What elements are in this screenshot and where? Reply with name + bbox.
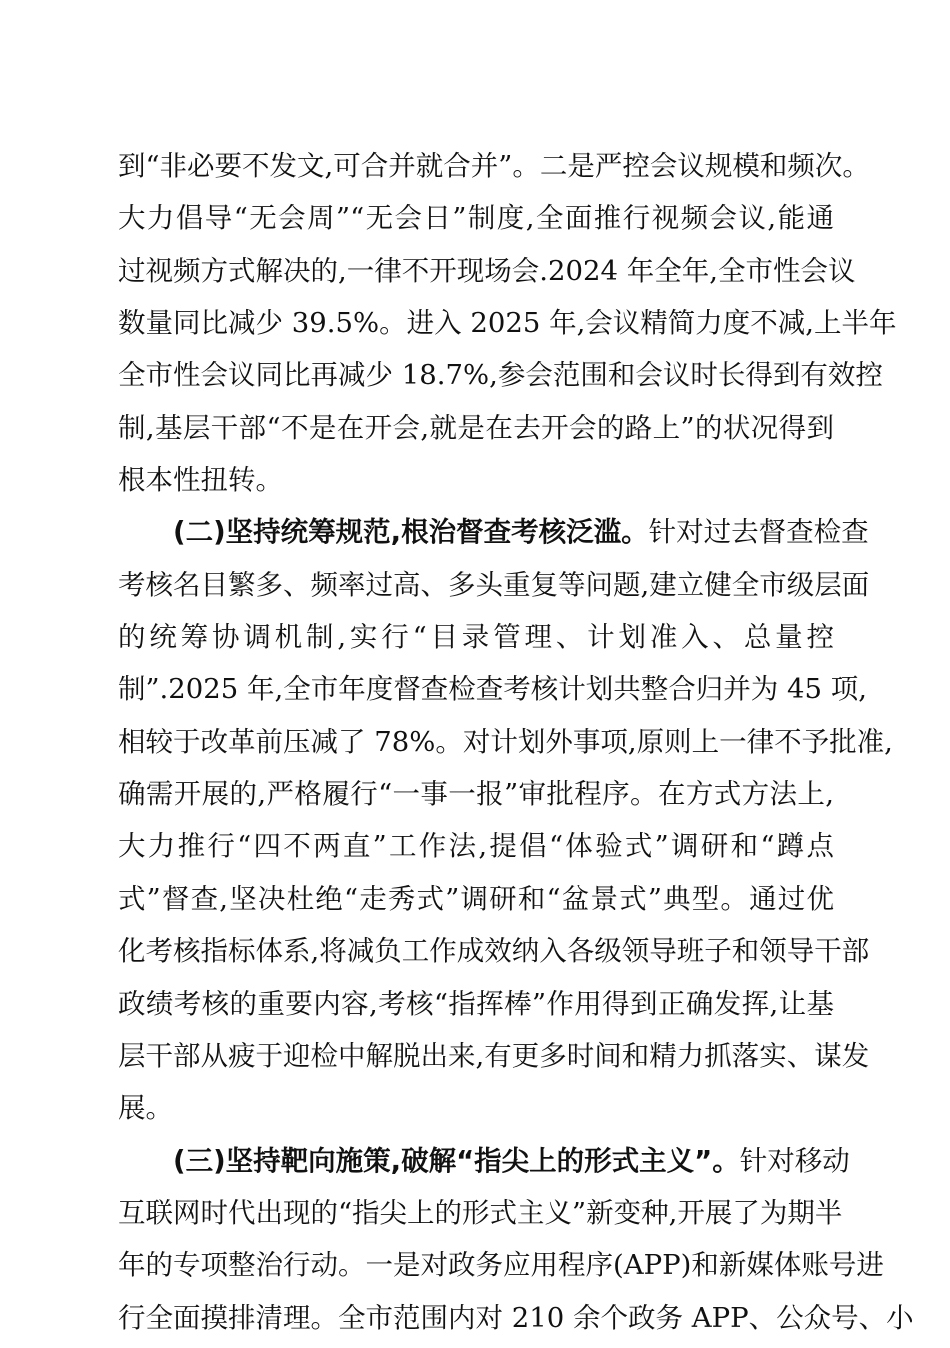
document-body [118, 144, 914, 1348]
paragraph-line: 考核名目繁多、频率过高、多头重复等问题,建立健全市级层面 [118, 568, 870, 601]
paragraph-line: 年的专项整治行动。一是对政务应用程序(APP)和新媒体账号进 [118, 1249, 884, 1282]
paragraph-line: 根本性扭转。 [118, 464, 283, 497]
paragraph-line: 到“非必要不发文,可合并就合并”。二是严控会议规模和频次。 [118, 150, 870, 182]
section-heading: (二)坚持统筹规范,根治督查考核泛滥。 [173, 516, 649, 549]
paragraph-line: 大力推行“四不两直”工作法,提倡“体验式”调研和“蹲点 [118, 830, 834, 863]
paragraph-line: 化考核指标体系,将减负工作成效纳入各级领导班子和领导干部 [118, 935, 870, 968]
paragraph-line: 大力倡导“无会周”“无会日”制度,全面推行视频会议,能通 [118, 202, 834, 235]
paragraph-line: 制”.2025 年,全市年度督查检查考核计划共整合归并为 45 项, [118, 673, 867, 706]
paragraph-line: 过视频方式解决的,一律不开现场会.2024 年全年,全市性会议 [118, 254, 856, 287]
paragraph-text: 针对移动 [739, 1144, 850, 1177]
paragraph-line: 行全面摸排清理。全市范围内对 210 余个政务 APP、公众号、小 [118, 1301, 914, 1334]
paragraph-line: 确需开展的,严格履行“一事一报”审批程序。在方式方法上, [118, 778, 834, 811]
paragraph-line: 政绩考核的重要内容,考核“指挥棒”作用得到正确发挥,让基 [118, 987, 834, 1020]
paragraph-line: 的统筹协调机制,实行“目录管理、计划准入、总量控 [118, 621, 834, 654]
paragraph-line: 相较于改革前压减了 78%。对计划外事项,原则上一律不予批准, [118, 725, 893, 758]
paragraph-text: 针对过去督查检查 [648, 516, 869, 549]
paragraph-line: 互联网时代出现的“指尖上的形式主义”新变种,开展了为期半 [118, 1196, 843, 1229]
paragraph-line: 式”督查,坚决杜绝“走秀式”调研和“盆景式”典型。通过优 [118, 882, 834, 915]
section-3-first-line [118, 1139, 850, 1191]
paragraph-line: 层干部从疲于迎检中解脱出来,有更多时间和精力抓落实、谋发 [118, 1039, 870, 1072]
paragraph-line: 全市性会议同比再减少 18.7%,参会范围和会议时长得到有效控 [118, 359, 883, 392]
section-2-first-line [118, 510, 869, 562]
section-heading: (三)坚持靶向施策,破解“指尖上的形式主义”。 [173, 1144, 740, 1177]
paragraph-line: 制,基层干部“不是在开会,就是在去开会的路上”的状况得到 [118, 411, 834, 444]
paragraph-line: 展。 [118, 1092, 173, 1125]
paragraph-line: 数量同比减少 39.5%。进入 2025 年,会议精简力度不减,上半年 [118, 307, 897, 340]
